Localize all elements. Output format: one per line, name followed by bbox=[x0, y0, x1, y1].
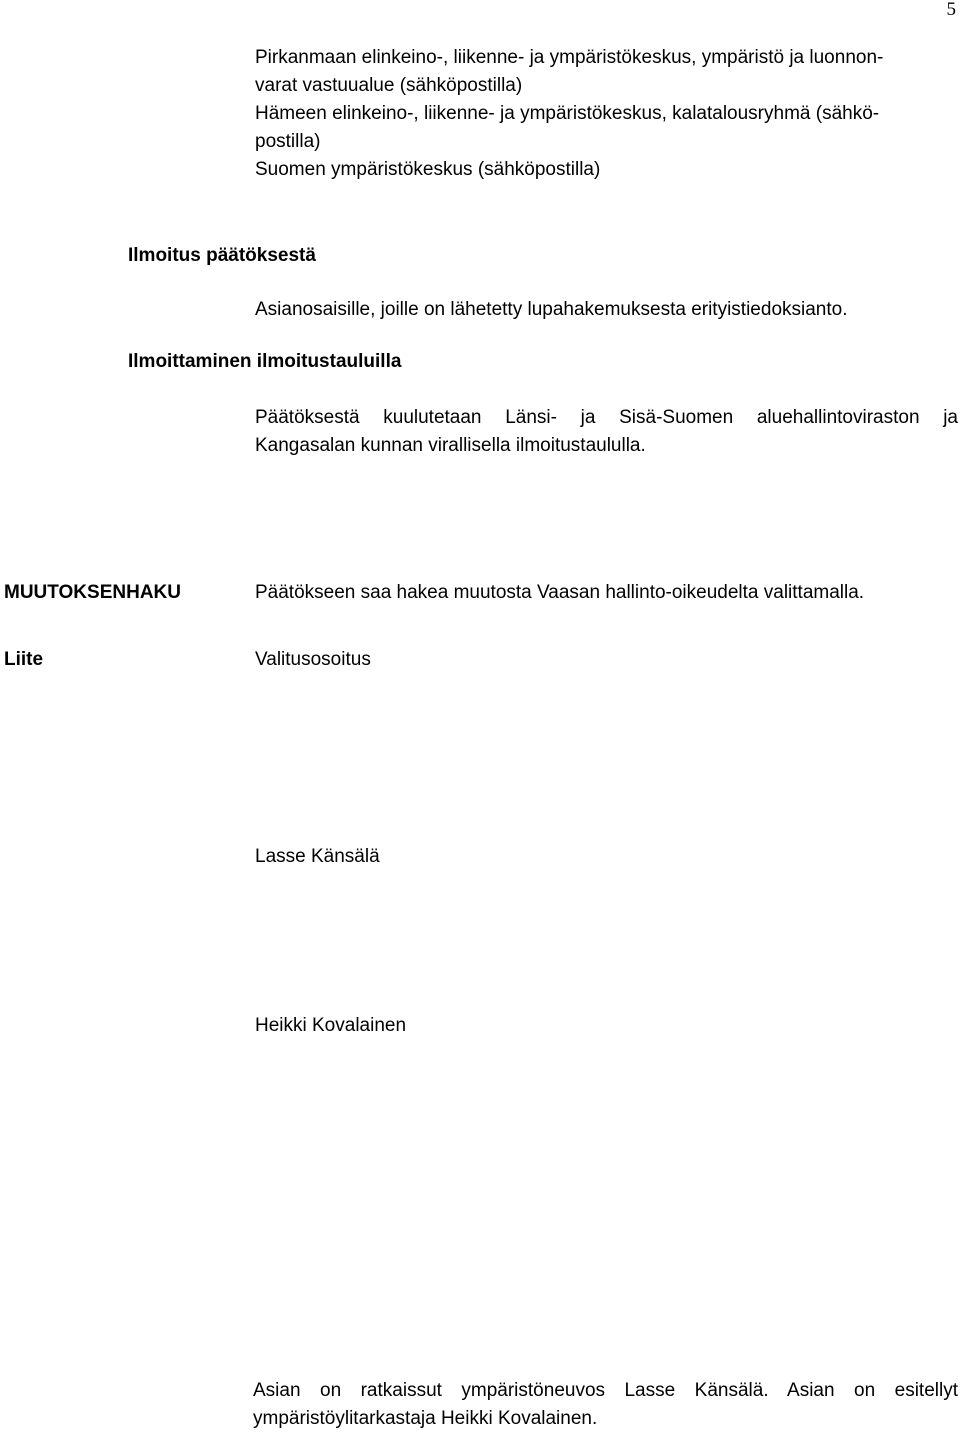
recipient-list bbox=[255, 44, 960, 184]
notice-board-heading: Ilmoittaminen ilmoitustauluilla bbox=[128, 351, 402, 372]
recipient-line: Pirkanmaan elinkeino-, liikenne- ja ympäristökeskus, ympäristö ja luonnon- bbox=[255, 47, 884, 68]
closing-line: ympäristöylitarkastaja Heikki Kovalainen. bbox=[253, 1408, 598, 1429]
notice-board-line: Päätöksestä kuulutetaan Länsi- ja Sisä-Suomen aluehallintoviraston ja bbox=[255, 407, 958, 428]
closing-text bbox=[253, 1377, 958, 1433]
recipient-line: Hämeen elinkeino-, liikenne- ja ympäristökeskus, kalatalousryhmä (sähkö- bbox=[255, 103, 880, 124]
recipient-line: postilla) bbox=[255, 131, 321, 152]
notice-board-text bbox=[255, 404, 958, 460]
page-number: 5 bbox=[946, 0, 956, 20]
appeal-heading: MUUTOKSENHAKU bbox=[4, 582, 181, 603]
notice-decision-heading: Ilmoitus päätöksestä bbox=[128, 245, 316, 266]
notice-board-line: Kangasalan kunnan virallisella ilmoitustaululla. bbox=[255, 435, 646, 456]
notice-decision-text: Asianosaisille, joille on lähetetty lupahakemuksesta erityistiedoksianto. bbox=[255, 299, 848, 320]
recipient-line: varat vastuualue (sähköpostilla) bbox=[255, 75, 523, 96]
recipient-line: Suomen ympäristökeskus (sähköpostilla) bbox=[255, 159, 601, 180]
signature-name: Heikki Kovalainen bbox=[255, 1015, 407, 1036]
attachment-text: Valitusosoitus bbox=[255, 649, 371, 670]
appeal-text: Päätökseen saa hakea muutosta Vaasan hallinto-oikeudelta valittamalla. bbox=[255, 582, 865, 603]
attachment-heading: Liite bbox=[4, 649, 44, 670]
closing-line: Asian on ratkaissut ympäristöneuvos Lasse Känsälä. Asian on esitellyt bbox=[253, 1380, 958, 1401]
signature-name: Lasse Känsälä bbox=[255, 846, 380, 867]
